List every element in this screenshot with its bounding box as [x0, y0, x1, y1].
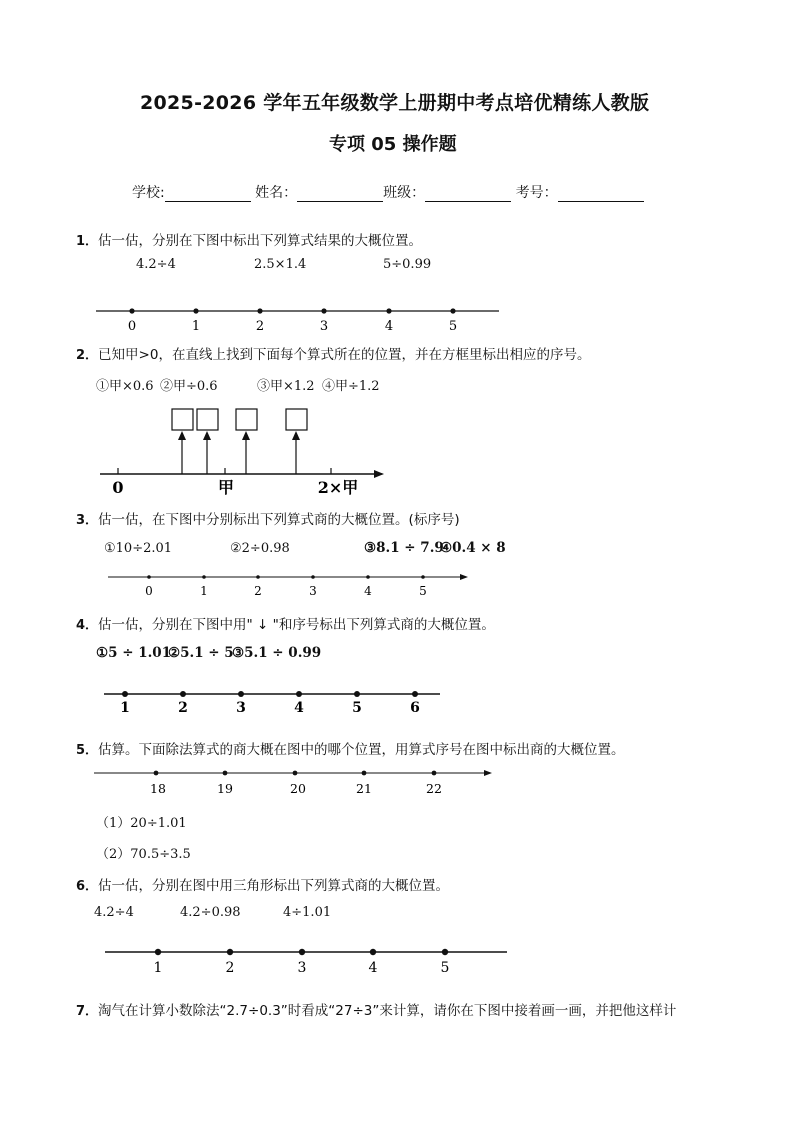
q3-tick-label: 1	[200, 584, 208, 598]
q3-expr-1: ①10÷2.01	[104, 541, 173, 556]
exam-no-label: 考号：	[515, 185, 558, 201]
q5-tick-label: 21	[356, 781, 372, 796]
question-number: 6．	[76, 879, 99, 894]
q6-tick-dot	[442, 949, 448, 955]
q6-tick-label: 1	[153, 960, 163, 976]
question-7-stem	[76, 999, 676, 1019]
q1-tick-label: 4	[384, 319, 394, 334]
q6-tick-dot	[227, 949, 233, 955]
question-text: 估一估，分别在下图中用" ↓ "和序号标出下列算式商的大概位置。	[98, 617, 495, 633]
q3-tick-label: 0	[145, 584, 153, 598]
question-text: 估一估，分别在图中用三角形标出下列算式商的大概位置。	[98, 878, 450, 894]
q6-tick-dot	[370, 949, 376, 955]
q1-expr-3: 5÷0.99	[383, 257, 432, 272]
q6-expr-3: 4÷1.01	[283, 905, 332, 920]
q3-tick-label: 2	[254, 584, 262, 598]
q5-tick-label: 22	[426, 781, 442, 796]
q4-expr-1: ①5 ÷ 1.01	[96, 645, 172, 661]
q1-tick-label: 0	[127, 319, 137, 334]
q1-expr-2: 2.5×1.4	[254, 257, 307, 272]
q3-expr-3: ③8.1 ÷ 7.9	[364, 540, 444, 556]
question-number: 4．	[76, 618, 99, 633]
q2-expr-2: ②甲÷0.6	[160, 379, 218, 394]
q2-tick-label: 甲	[217, 478, 235, 497]
q4-expr-3: ③5.1 ÷ 0.99	[232, 645, 322, 661]
q6-tick-dot	[155, 949, 161, 955]
question-text: 估一估，分别在下图中标出下列算式结果的大概位置。	[98, 233, 423, 249]
q6-tick-dot	[299, 949, 305, 955]
question-text: 淘气在计算小数除法“2.7÷0.3”时看成“27÷3”来计算，请你在下图中接着画一画，并把他这样计	[98, 1003, 677, 1019]
q1-expr-1: 4.2÷4	[136, 257, 176, 272]
q6-expr-2: 4.2÷0.98	[180, 905, 241, 920]
q3-tick-label: 4	[364, 584, 372, 598]
q6-tick-label: 3	[297, 960, 307, 976]
q1-tick-label: 5	[448, 319, 458, 334]
name-label: 姓名：	[255, 185, 298, 201]
q1-tick-label: 2	[255, 319, 265, 334]
q4-expr-2: ②5.1 ÷ 5	[168, 645, 234, 661]
q3-expr-4: ④0.4 × 8	[440, 540, 506, 556]
class-label: 班级：	[383, 185, 426, 201]
q3-tick-label: 3	[309, 584, 317, 598]
q2-expr-4: ④甲÷1.2	[322, 379, 380, 394]
q5-item-2: （2）70.5÷3.5	[96, 847, 191, 862]
q6-tick-label: 4	[368, 960, 378, 976]
q2-tick-label: 0	[112, 478, 124, 497]
question-number: 5．	[76, 743, 99, 758]
page-title: 2025-2026 学年五年级数学上册期中考点培优精练人教版	[140, 92, 650, 114]
q4-tick-label: 2	[178, 700, 188, 716]
q4-tick-label: 4	[294, 700, 304, 716]
q6-tick-label: 2	[225, 960, 235, 976]
question-number: 3．	[76, 513, 99, 528]
q4-tick-label: 3	[236, 700, 246, 716]
q3-tick-label: 5	[419, 584, 427, 598]
question-text: 已知甲>0，在直线上找到下面每个算式所在的位置，并在方框里标出相应的序号。	[98, 347, 591, 363]
q2-expr-1: ①甲×0.6	[96, 379, 154, 394]
q1-tick-label: 1	[191, 319, 201, 334]
q3-expr-2: ②2÷0.98	[230, 541, 290, 556]
page-subtitle: 专项 05 操作题	[329, 134, 457, 155]
q6-tick-label: 5	[440, 960, 450, 976]
q4-tick-label: 5	[352, 700, 362, 716]
question-text: 估一估，在下图中分别标出下列算式商的大概位置。(标序号)	[98, 512, 460, 528]
q1-tick-label: 3	[319, 319, 329, 334]
q5-tick-label: 18	[150, 781, 166, 796]
school-label: 学校:	[132, 185, 165, 201]
question-text: 估算。下面除法算式的商大概在图中的哪个位置，用算式序号在图中标出商的大概位置。	[98, 742, 625, 758]
question-number: 7．	[76, 1004, 99, 1019]
question-number: 2．	[76, 348, 99, 363]
q2-tick-label: 2×甲	[317, 478, 359, 497]
q4-tick-label: 1	[120, 700, 130, 716]
question-number: 1．	[76, 234, 99, 249]
q5-tick-label: 19	[217, 781, 233, 796]
q2-expr-3: ③甲×1.2	[257, 379, 315, 394]
q4-tick-label: 6	[410, 700, 420, 716]
q5-tick-label: 20	[290, 781, 306, 796]
q5-item-1: （1）20÷1.01	[96, 816, 187, 831]
q6-expr-1: 4.2÷4	[94, 905, 134, 920]
